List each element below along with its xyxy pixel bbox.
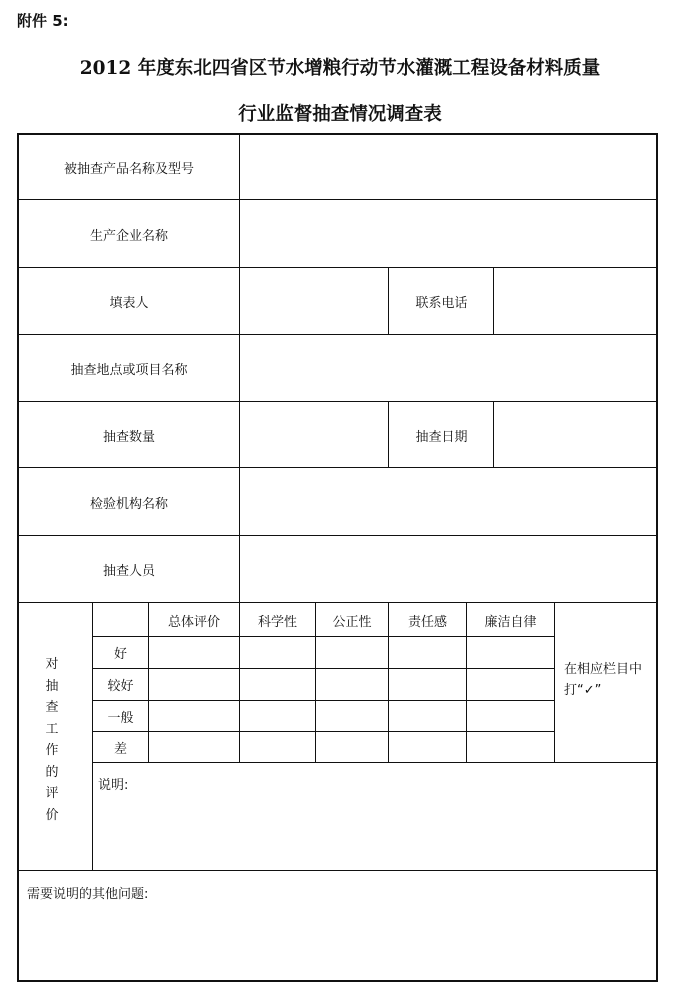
inspectors-field[interactable] xyxy=(241,537,656,602)
column-divider xyxy=(493,401,494,467)
column-divider xyxy=(493,267,494,334)
product-name-label: 被抽查产品名称及型号 xyxy=(63,161,194,177)
side-char: 评 xyxy=(45,786,59,801)
row-divider xyxy=(17,467,658,468)
grid-divider xyxy=(92,636,554,637)
column-header-responsibility: 责任感 xyxy=(407,614,447,630)
row-divider xyxy=(17,199,658,200)
row-divider xyxy=(17,267,658,268)
explanation-field[interactable] xyxy=(94,795,656,869)
grid-divider xyxy=(92,731,554,732)
grid-divider xyxy=(92,700,554,701)
column-header-fairness: 公正性 xyxy=(332,614,372,630)
filler-label: 填表人 xyxy=(109,296,149,311)
grid-divider xyxy=(92,762,658,763)
column-header-overall: 总体评价 xyxy=(167,614,220,630)
attachment-label: 附件 5: xyxy=(17,12,69,30)
row-label-good: 好 xyxy=(113,647,127,662)
column-divider xyxy=(388,267,389,334)
other-issues-label: 需要说明的其他问题: xyxy=(27,886,149,902)
instruction-line: 打“✓” xyxy=(564,683,602,698)
side-char: 抽 xyxy=(45,678,59,694)
side-char: 价 xyxy=(45,807,59,823)
other-issues-field[interactable] xyxy=(19,905,656,980)
document-title: 2012 年度东北四省区节水增粮行动节水灌溉工程设备材料质量 xyxy=(79,58,601,79)
row-divider xyxy=(17,401,658,402)
column-divider xyxy=(239,133,240,602)
inspectors-label: 抽查人员 xyxy=(102,564,155,579)
checkmark-instruction xyxy=(564,659,654,701)
side-char: 工 xyxy=(45,721,59,737)
column-divider xyxy=(554,602,555,762)
evaluation-side-label xyxy=(40,654,64,826)
filler-field[interactable] xyxy=(241,269,388,334)
lab-label: 检验机构名称 xyxy=(89,496,168,512)
phone-field[interactable] xyxy=(495,269,656,334)
grid-divider xyxy=(92,668,554,669)
row-divider xyxy=(17,602,658,603)
column-divider xyxy=(388,401,389,467)
location-label: 抽查地点或项目名称 xyxy=(70,363,188,378)
row-divider xyxy=(17,334,658,335)
row-label-poor: 差 xyxy=(113,741,127,757)
location-field[interactable] xyxy=(241,336,656,401)
side-char: 查 xyxy=(45,700,59,715)
row-label-average: 一般 xyxy=(107,710,134,726)
side-char: 的 xyxy=(45,764,59,780)
lab-field[interactable] xyxy=(241,469,656,535)
row-divider xyxy=(17,535,658,536)
manufacturer-field[interactable] xyxy=(241,201,656,267)
row-divider xyxy=(17,870,658,871)
manufacturer-label: 生产企业名称 xyxy=(89,228,168,244)
date-field[interactable] xyxy=(495,403,656,467)
instruction-line: 在相应栏目中 xyxy=(564,662,643,677)
quantity-label: 抽查数量 xyxy=(102,429,155,445)
side-char: 对 xyxy=(45,657,59,672)
document-subtitle: 行业监督抽查情况调查表 xyxy=(238,104,442,125)
side-char: 作 xyxy=(45,743,59,758)
row-label-fairly-good: 较好 xyxy=(107,679,134,694)
phone-label: 联系电话 xyxy=(415,296,468,311)
column-header-integrity: 廉洁自律 xyxy=(484,614,537,630)
product-name-field[interactable] xyxy=(241,135,656,199)
quantity-field[interactable] xyxy=(241,403,388,467)
column-header-scientific: 科学性 xyxy=(257,614,297,630)
date-label: 抽查日期 xyxy=(415,429,468,445)
explanation-label: 说明: xyxy=(98,777,129,793)
